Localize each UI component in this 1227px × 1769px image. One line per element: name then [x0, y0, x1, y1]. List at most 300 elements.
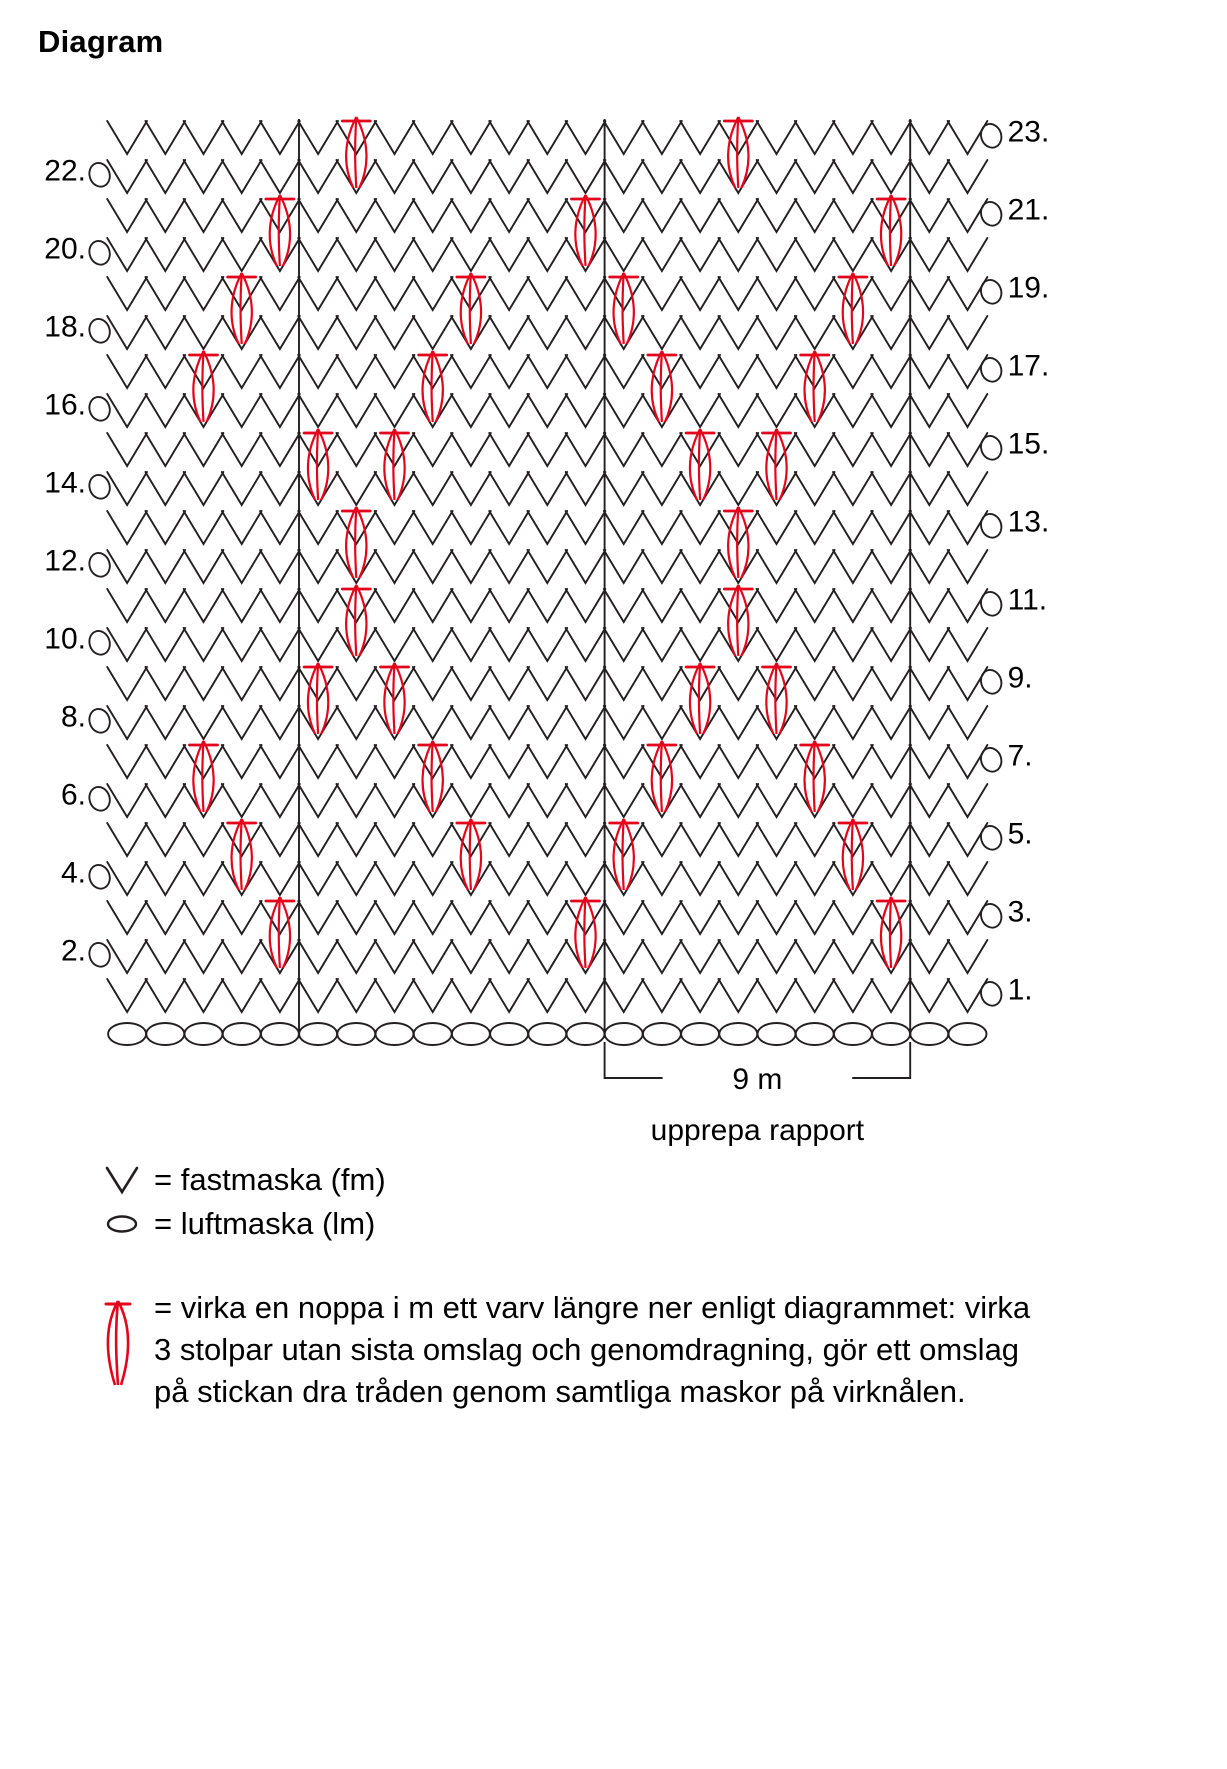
stitch-fm	[833, 550, 873, 583]
stitch-fm	[604, 589, 644, 622]
stitch-fm	[527, 511, 567, 544]
stitch-fm	[909, 862, 949, 895]
stitch-fm	[298, 940, 338, 973]
stitch-fm	[718, 940, 758, 973]
stitch-fm	[909, 238, 949, 271]
stitch-fm	[680, 862, 720, 895]
stitch-fm	[757, 121, 797, 154]
stitch-fm	[107, 160, 147, 193]
stitch-fm	[680, 979, 720, 1012]
row-label-left: 6.	[60, 778, 86, 812]
stitch-fm	[107, 355, 147, 388]
stitch-fm	[948, 940, 988, 973]
fastmaska-symbol	[96, 1163, 148, 1197]
stitch-fm	[451, 745, 491, 778]
stitch-fm	[489, 667, 529, 700]
stitch-fm	[222, 550, 262, 583]
stitch-fm	[451, 589, 491, 622]
chain-stitch	[605, 1023, 643, 1045]
stitch-fm	[489, 316, 529, 349]
stitch-fm	[375, 121, 415, 154]
stitch-fm	[145, 784, 185, 817]
stitch-fm	[298, 901, 338, 934]
stitch-fm	[795, 706, 835, 739]
stitch-fm	[451, 511, 491, 544]
chain-stitch	[223, 1023, 261, 1045]
stitch-fm	[871, 394, 911, 427]
stitch-fm	[260, 628, 300, 661]
stitch-fm	[184, 316, 224, 349]
stitch-fm	[795, 511, 835, 544]
stitch-fm	[680, 316, 720, 349]
stitch-fm	[260, 706, 300, 739]
stitch-fm	[260, 979, 300, 1012]
stitch-fm	[833, 511, 873, 544]
stitch-fm	[145, 550, 185, 583]
stitch-fm	[336, 706, 376, 739]
row-label-right: 15.	[1007, 427, 1050, 461]
stitch-fm	[718, 199, 758, 232]
chain-stitch	[146, 1023, 184, 1045]
row-label-left: 10.	[44, 622, 86, 656]
stitch-fm	[757, 979, 797, 1012]
stitch-fm	[604, 355, 644, 388]
turning-chain-symbol	[86, 628, 112, 657]
stitch-fm	[184, 706, 224, 739]
stitch-fm	[527, 784, 567, 817]
stitch-fm	[909, 472, 949, 505]
stitch-fm	[642, 901, 682, 934]
turning-chain-symbol	[86, 862, 112, 891]
turning-chain-symbol	[978, 277, 1004, 306]
stitch-fm	[527, 589, 567, 622]
stitch-fm	[413, 121, 453, 154]
crochet-chart	[0, 60, 1227, 1160]
stitch-fm	[909, 823, 949, 856]
stitch-fm	[260, 433, 300, 466]
stitch-fm	[680, 511, 720, 544]
legend	[0, 1160, 1227, 1413]
stitch-fm	[757, 316, 797, 349]
turning-chain-symbol	[978, 433, 1004, 462]
stitch-fm	[375, 355, 415, 388]
stitch-fm	[718, 316, 758, 349]
stitch-fm	[871, 121, 911, 154]
stitch-fm	[260, 589, 300, 622]
stitch-fm	[107, 862, 147, 895]
stitch-fm	[489, 550, 529, 583]
stitch-fm	[107, 784, 147, 817]
chart-svg	[0, 60, 1227, 1160]
stitch-fm	[336, 667, 376, 700]
stitch-fm	[184, 628, 224, 661]
stitch-fm	[604, 745, 644, 778]
stitch-fm	[336, 823, 376, 856]
repeat-markers	[299, 119, 910, 1147]
stitch-fm	[604, 628, 644, 661]
stitch-fm	[757, 511, 797, 544]
row-label-right: 3.	[1007, 895, 1033, 929]
stitch-fm	[604, 394, 644, 427]
stitch-fm	[413, 901, 453, 934]
stitch-fm	[336, 745, 376, 778]
stitch-fm	[948, 316, 988, 349]
stitch-fm	[642, 121, 682, 154]
stitch-fm	[527, 199, 567, 232]
stitch-fm	[604, 706, 644, 739]
stitch-fm	[566, 628, 606, 661]
stitch-fm	[451, 355, 491, 388]
stitch-fm	[298, 316, 338, 349]
stitch-fm	[375, 394, 415, 427]
stitch-fm	[642, 316, 682, 349]
stitch-fm	[145, 199, 185, 232]
stitch-fm	[604, 472, 644, 505]
stitch-fm	[718, 979, 758, 1012]
stitch-fm	[145, 706, 185, 739]
stitch-fm	[489, 823, 529, 856]
stitch-fm	[222, 667, 262, 700]
stitch-fm	[757, 355, 797, 388]
legend-item-fastmaska	[96, 1160, 1227, 1200]
stitch-fm	[527, 823, 567, 856]
stitch-fm	[451, 160, 491, 193]
stitch-fm	[680, 394, 720, 427]
stitch-fm	[566, 511, 606, 544]
stitch-fm	[222, 433, 262, 466]
legend-item-luftmaska	[96, 1204, 1227, 1244]
chain-stitch	[681, 1023, 719, 1045]
stitch-fm	[871, 979, 911, 1012]
stitch-fm	[833, 628, 873, 661]
stitch-fm	[604, 238, 644, 271]
stitch-fm	[604, 667, 644, 700]
stitch-fm	[527, 628, 567, 661]
stitch-fm	[718, 277, 758, 310]
stitch-fm	[680, 940, 720, 973]
stitch-fm	[298, 745, 338, 778]
stitch-fm	[642, 238, 682, 271]
stitch-fm	[375, 238, 415, 271]
stitch-fm	[642, 862, 682, 895]
stitch-fm	[336, 940, 376, 973]
stitch-grid	[86, 121, 1004, 1012]
stitch-fm	[527, 979, 567, 1012]
stitch-fm	[909, 940, 949, 973]
stitch-fm	[642, 667, 682, 700]
row-label-right: 11.	[1007, 583, 1048, 617]
stitch-fm	[680, 199, 720, 232]
stitch-fm	[107, 628, 147, 661]
turning-chain-symbol	[978, 667, 1004, 696]
stitch-fm	[260, 511, 300, 544]
stitch-fm	[871, 589, 911, 622]
stitch-fm	[298, 277, 338, 310]
stitch-fm	[107, 706, 147, 739]
row-number-labels	[44, 116, 1049, 1007]
stitch-fm	[298, 394, 338, 427]
stitch-fm	[489, 277, 529, 310]
stitch-fm	[871, 316, 911, 349]
chain-stitch	[758, 1023, 796, 1045]
row-label-right: 23.	[1007, 115, 1050, 149]
stitch-fm	[184, 277, 224, 310]
stitch-fm	[413, 589, 453, 622]
stitch-fm	[145, 238, 185, 271]
stitch-fm	[680, 355, 720, 388]
stitch-fm	[145, 394, 185, 427]
stitch-fm	[680, 238, 720, 271]
stitch-fm	[451, 940, 491, 973]
stitch-fm	[298, 823, 338, 856]
stitch-fm	[222, 355, 262, 388]
stitch-fm	[642, 160, 682, 193]
stitch-fm	[757, 199, 797, 232]
stitch-fm	[680, 628, 720, 661]
stitch-fm	[604, 940, 644, 973]
stitch-fm	[336, 979, 376, 1012]
stitch-fm	[375, 862, 415, 895]
stitch-fm	[871, 706, 911, 739]
stitch-fm	[184, 550, 224, 583]
stitch-fm	[566, 394, 606, 427]
stitch-fm	[107, 901, 147, 934]
stitch-fm	[336, 316, 376, 349]
stitch-fm	[833, 706, 873, 739]
stitch-fm	[451, 901, 491, 934]
stitch-fm	[909, 121, 949, 154]
stitch-fm	[451, 550, 491, 583]
stitch-fm	[833, 667, 873, 700]
stitch-fm	[833, 160, 873, 193]
stitch-fm	[489, 901, 529, 934]
stitch-fm	[375, 979, 415, 1012]
turning-chain-symbol	[86, 394, 112, 423]
stitch-fm	[413, 511, 453, 544]
stitch-fm	[184, 862, 224, 895]
stitch-fm	[375, 199, 415, 232]
stitch-fm	[871, 784, 911, 817]
stitch-fm	[948, 238, 988, 271]
stitch-fm	[145, 979, 185, 1012]
stitch-fm	[222, 472, 262, 505]
stitch-fm	[642, 706, 682, 739]
stitch-fm	[413, 823, 453, 856]
stitch-fm	[413, 550, 453, 583]
stitch-fm	[375, 940, 415, 973]
stitch-fm	[909, 277, 949, 310]
stitch-fm	[948, 784, 988, 817]
stitch-fm	[871, 277, 911, 310]
stitch-fm	[413, 940, 453, 973]
stitch-fm	[795, 550, 835, 583]
stitch-fm	[566, 667, 606, 700]
row-label-right: 19.	[1007, 271, 1050, 305]
turning-chain-symbol	[978, 901, 1004, 930]
turning-chain-symbol	[978, 823, 1004, 852]
stitch-fm	[184, 472, 224, 505]
chain-stitch	[490, 1023, 528, 1045]
stitch-fm	[833, 472, 873, 505]
stitch-fm	[527, 160, 567, 193]
stitch-fm	[566, 784, 606, 817]
repeat-label: upprepa rapport	[650, 1114, 865, 1147]
stitch-fm	[184, 979, 224, 1012]
stitch-fm	[642, 277, 682, 310]
stitch-fm	[871, 472, 911, 505]
stitch-fm	[298, 550, 338, 583]
stitch-fm	[489, 862, 529, 895]
stitch-fm	[184, 511, 224, 544]
stitch-fm	[222, 394, 262, 427]
stitch-fm	[909, 433, 949, 466]
stitch-fm	[336, 784, 376, 817]
stitch-fm	[489, 355, 529, 388]
stitch-fm	[527, 550, 567, 583]
stitch-fm	[871, 628, 911, 661]
stitch-fm	[795, 862, 835, 895]
stitch-fm	[604, 160, 644, 193]
stitch-fm	[795, 940, 835, 973]
chain-stitch	[872, 1023, 910, 1045]
stitch-fm	[375, 550, 415, 583]
stitch-fm	[184, 121, 224, 154]
stitch-fm	[566, 823, 606, 856]
stitch-fm	[757, 862, 797, 895]
stitch-fm	[604, 784, 644, 817]
stitch-fm	[757, 901, 797, 934]
stitch-fm	[184, 589, 224, 622]
stitch-fm	[413, 667, 453, 700]
turning-chain-symbol	[978, 745, 1004, 774]
stitch-fm	[107, 940, 147, 973]
stitch-fm	[757, 823, 797, 856]
stitch-fm	[909, 901, 949, 934]
stitch-fm	[871, 160, 911, 193]
row-label-right: 17.	[1007, 349, 1050, 383]
stitch-fm	[795, 316, 835, 349]
stitch-fm	[413, 316, 453, 349]
stitch-fm	[107, 472, 147, 505]
stitch-fm	[718, 745, 758, 778]
legend-item-luftmaska-label: = luftmaska (lm)	[154, 1206, 376, 1242]
stitch-fm	[909, 979, 949, 1012]
stitch-fm	[833, 238, 873, 271]
stitch-fm	[566, 121, 606, 154]
stitch-fm	[260, 355, 300, 388]
stitch-fm	[375, 745, 415, 778]
stitch-fm	[222, 121, 262, 154]
stitch-fm	[604, 550, 644, 583]
stitch-fm	[375, 277, 415, 310]
stitch-fm	[833, 121, 873, 154]
legend-item-fastmaska-label: = fastmaska (fm)	[154, 1162, 386, 1197]
stitch-fm	[566, 979, 606, 1012]
row-label-left: 20.	[44, 232, 86, 266]
stitch-fm	[795, 589, 835, 622]
stitch-fm	[222, 706, 262, 739]
stitch-fm	[871, 550, 911, 583]
stitch-fm	[909, 589, 949, 622]
legend-item-noppa-label: = virka en noppa i m ett varv längre ner enligt diagrammet: virka 3 stolpar utan sista omslag och genomdragning, gör ett omslag på stickan dra tråden genom samtliga maskor på virknålen.	[154, 1289, 1031, 1409]
stitch-fm	[260, 784, 300, 817]
stitch-fm	[833, 589, 873, 622]
stitch-fm	[871, 862, 911, 895]
stitch-fm	[909, 160, 949, 193]
stitch-fm	[107, 277, 147, 310]
stitch-fm	[298, 355, 338, 388]
stitch-fm	[298, 784, 338, 817]
stitch-fm	[642, 550, 682, 583]
stitch-fm	[298, 589, 338, 622]
stitch-fm	[184, 940, 224, 973]
stitch-fm	[489, 433, 529, 466]
stitch-fm	[833, 901, 873, 934]
chain-stitch	[376, 1023, 414, 1045]
stitch-fm	[489, 979, 529, 1012]
stitch-fm	[298, 979, 338, 1012]
row-label-left: 2.	[60, 934, 86, 968]
stitch-fm	[222, 979, 262, 1012]
chain-stitch	[567, 1023, 605, 1045]
stitch-fm	[948, 394, 988, 427]
stitch-fm	[375, 901, 415, 934]
stitch-fm	[336, 901, 376, 934]
stitch-fm	[795, 433, 835, 466]
stitch-fm	[489, 472, 529, 505]
stitch-fm	[184, 823, 224, 856]
turning-chain-symbol	[86, 706, 112, 735]
stitch-fm	[527, 940, 567, 973]
stitch-fm	[680, 121, 720, 154]
stitch-fm	[107, 550, 147, 583]
stitch-fm	[107, 823, 147, 856]
stitch-fm	[184, 433, 224, 466]
stitch-fm	[489, 199, 529, 232]
stitch-fm	[527, 238, 567, 271]
stitch-fm	[909, 394, 949, 427]
stitch-fm	[451, 472, 491, 505]
stitch-fm	[145, 940, 185, 973]
stitch-fm	[757, 160, 797, 193]
stitch-fm	[680, 823, 720, 856]
stitch-fm	[566, 160, 606, 193]
stitch-fm	[222, 589, 262, 622]
stitch-fm	[527, 745, 567, 778]
stitch-fm	[757, 394, 797, 427]
stitch-fm	[375, 823, 415, 856]
stitch-fm	[222, 160, 262, 193]
stitch-fm	[604, 901, 644, 934]
stitch-fm	[298, 199, 338, 232]
stitch-fm	[527, 472, 567, 505]
stitch-fm	[566, 433, 606, 466]
stitch-fm	[489, 160, 529, 193]
stitch-fm	[757, 628, 797, 661]
turning-chain-symbol	[978, 121, 1004, 150]
stitch-fm	[260, 667, 300, 700]
stitch-fm	[566, 589, 606, 622]
stitch-fm	[680, 550, 720, 583]
turning-chain-symbol	[978, 589, 1004, 618]
stitch-fm	[833, 784, 873, 817]
stitch-fm	[260, 394, 300, 427]
stitch-fm	[336, 394, 376, 427]
stitch-fm	[107, 121, 147, 154]
stitch-fm	[566, 472, 606, 505]
stitch-fm	[489, 121, 529, 154]
stitch-fm	[871, 355, 911, 388]
